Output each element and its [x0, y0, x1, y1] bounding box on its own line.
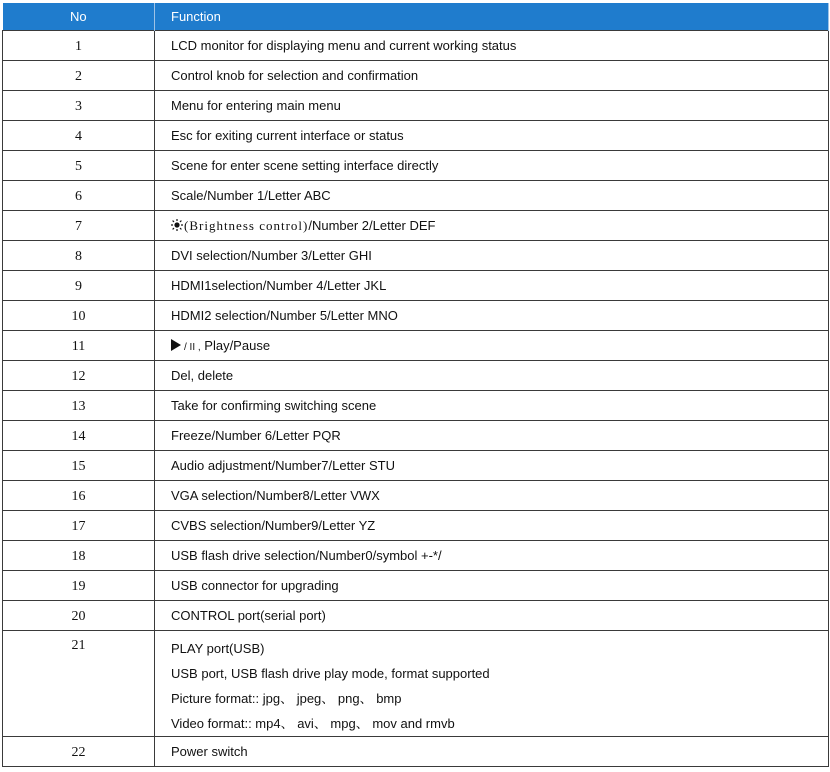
- row-function: CVBS selection/Number9/Letter YZ: [155, 511, 829, 541]
- row-number: 16: [3, 481, 155, 511]
- row-function-rest: Play/Pause: [200, 338, 271, 353]
- row-number: 2: [3, 61, 155, 91]
- table-row: [3, 511, 829, 541]
- table-row: [3, 361, 829, 391]
- play-icon: [171, 339, 181, 351]
- row-function: [155, 631, 829, 737]
- row-number: 11: [3, 331, 155, 361]
- row-function: CONTROL port(serial port): [155, 601, 829, 631]
- table-row: [3, 241, 829, 271]
- row-function: HDMI2 selection/Number 5/Letter MNO: [155, 301, 829, 331]
- header-no: No: [3, 3, 155, 31]
- table-row: [3, 737, 829, 767]
- row-number: 8: [3, 241, 155, 271]
- table-header-row: [3, 3, 829, 31]
- row-function: Freeze/Number 6/Letter PQR: [155, 421, 829, 451]
- row-function: DVI selection/Number 3/Letter GHI: [155, 241, 829, 271]
- row-number: 19: [3, 571, 155, 601]
- table-row: [3, 271, 829, 301]
- row-number: 18: [3, 541, 155, 571]
- row-number: 14: [3, 421, 155, 451]
- row-function: Audio adjustment/Number7/Letter STU: [155, 451, 829, 481]
- function-line: USB port, USB flash drive play mode, format supported: [171, 666, 490, 681]
- row-number: 13: [3, 391, 155, 421]
- row-function: Control knob for selection and confirmation: [155, 61, 829, 91]
- function-table: [2, 3, 829, 767]
- row-function: Del, delete: [155, 361, 829, 391]
- function-line: PLAY port(USB): [171, 641, 265, 656]
- table-row: [3, 211, 829, 241]
- table-row: [3, 31, 829, 61]
- table-row: [3, 151, 829, 181]
- row-number: 9: [3, 271, 155, 301]
- row-function: Esc for exiting current interface or status: [155, 121, 829, 151]
- header-function: Function: [155, 3, 829, 31]
- brightness-label: (Brightness control): [184, 217, 309, 233]
- row-function: LCD monitor for displaying menu and current working status: [155, 31, 829, 61]
- row-number: 21: [3, 631, 155, 737]
- table-row: [3, 91, 829, 121]
- row-number: 17: [3, 511, 155, 541]
- row-function: Menu for entering main menu: [155, 91, 829, 121]
- table-row: [3, 61, 829, 91]
- table-row: [3, 391, 829, 421]
- row-function: Scale/Number 1/Letter ABC: [155, 181, 829, 211]
- table-row: [3, 421, 829, 451]
- row-function: HDMI1selection/Number 4/Letter JKL: [155, 271, 829, 301]
- row-function: [155, 331, 829, 361]
- row-number: 4: [3, 121, 155, 151]
- table-row: [3, 331, 829, 361]
- table-row: [3, 571, 829, 601]
- row-number: 6: [3, 181, 155, 211]
- sun-icon: [171, 219, 183, 231]
- row-number: 10: [3, 301, 155, 331]
- table-row: [3, 481, 829, 511]
- table-row: [3, 181, 829, 211]
- row-function: [155, 211, 829, 241]
- row-function: USB connector for upgrading: [155, 571, 829, 601]
- row-number: 20: [3, 601, 155, 631]
- table-row: [3, 451, 829, 481]
- row-number: 22: [3, 737, 155, 767]
- row-function: Scene for enter scene setting interface directly: [155, 151, 829, 181]
- table-row: [3, 541, 829, 571]
- row-function: Power switch: [155, 737, 829, 767]
- pause-icon: / II ,: [184, 342, 201, 353]
- function-line: Video format:: mp4、 avi、 mpg、 mov and rmvb: [171, 716, 455, 731]
- table-row: [3, 301, 829, 331]
- row-function: USB flash drive selection/Number0/symbol +-*/: [155, 541, 829, 571]
- function-line: Picture format:: jpg、 jpeg、 png、 bmp: [171, 691, 402, 706]
- row-function-rest: /Number 2/Letter DEF: [308, 217, 436, 233]
- table-row: [3, 631, 829, 737]
- row-function: VGA selection/Number8/Letter VWX: [155, 481, 829, 511]
- row-number: 7: [3, 211, 155, 241]
- table-row: [3, 121, 829, 151]
- row-number: 3: [3, 91, 155, 121]
- row-number: 1: [3, 31, 155, 61]
- row-number: 5: [3, 151, 155, 181]
- row-number: 12: [3, 361, 155, 391]
- row-number: 15: [3, 451, 155, 481]
- row-function: Take for confirming switching scene: [155, 391, 829, 421]
- table-row: [3, 601, 829, 631]
